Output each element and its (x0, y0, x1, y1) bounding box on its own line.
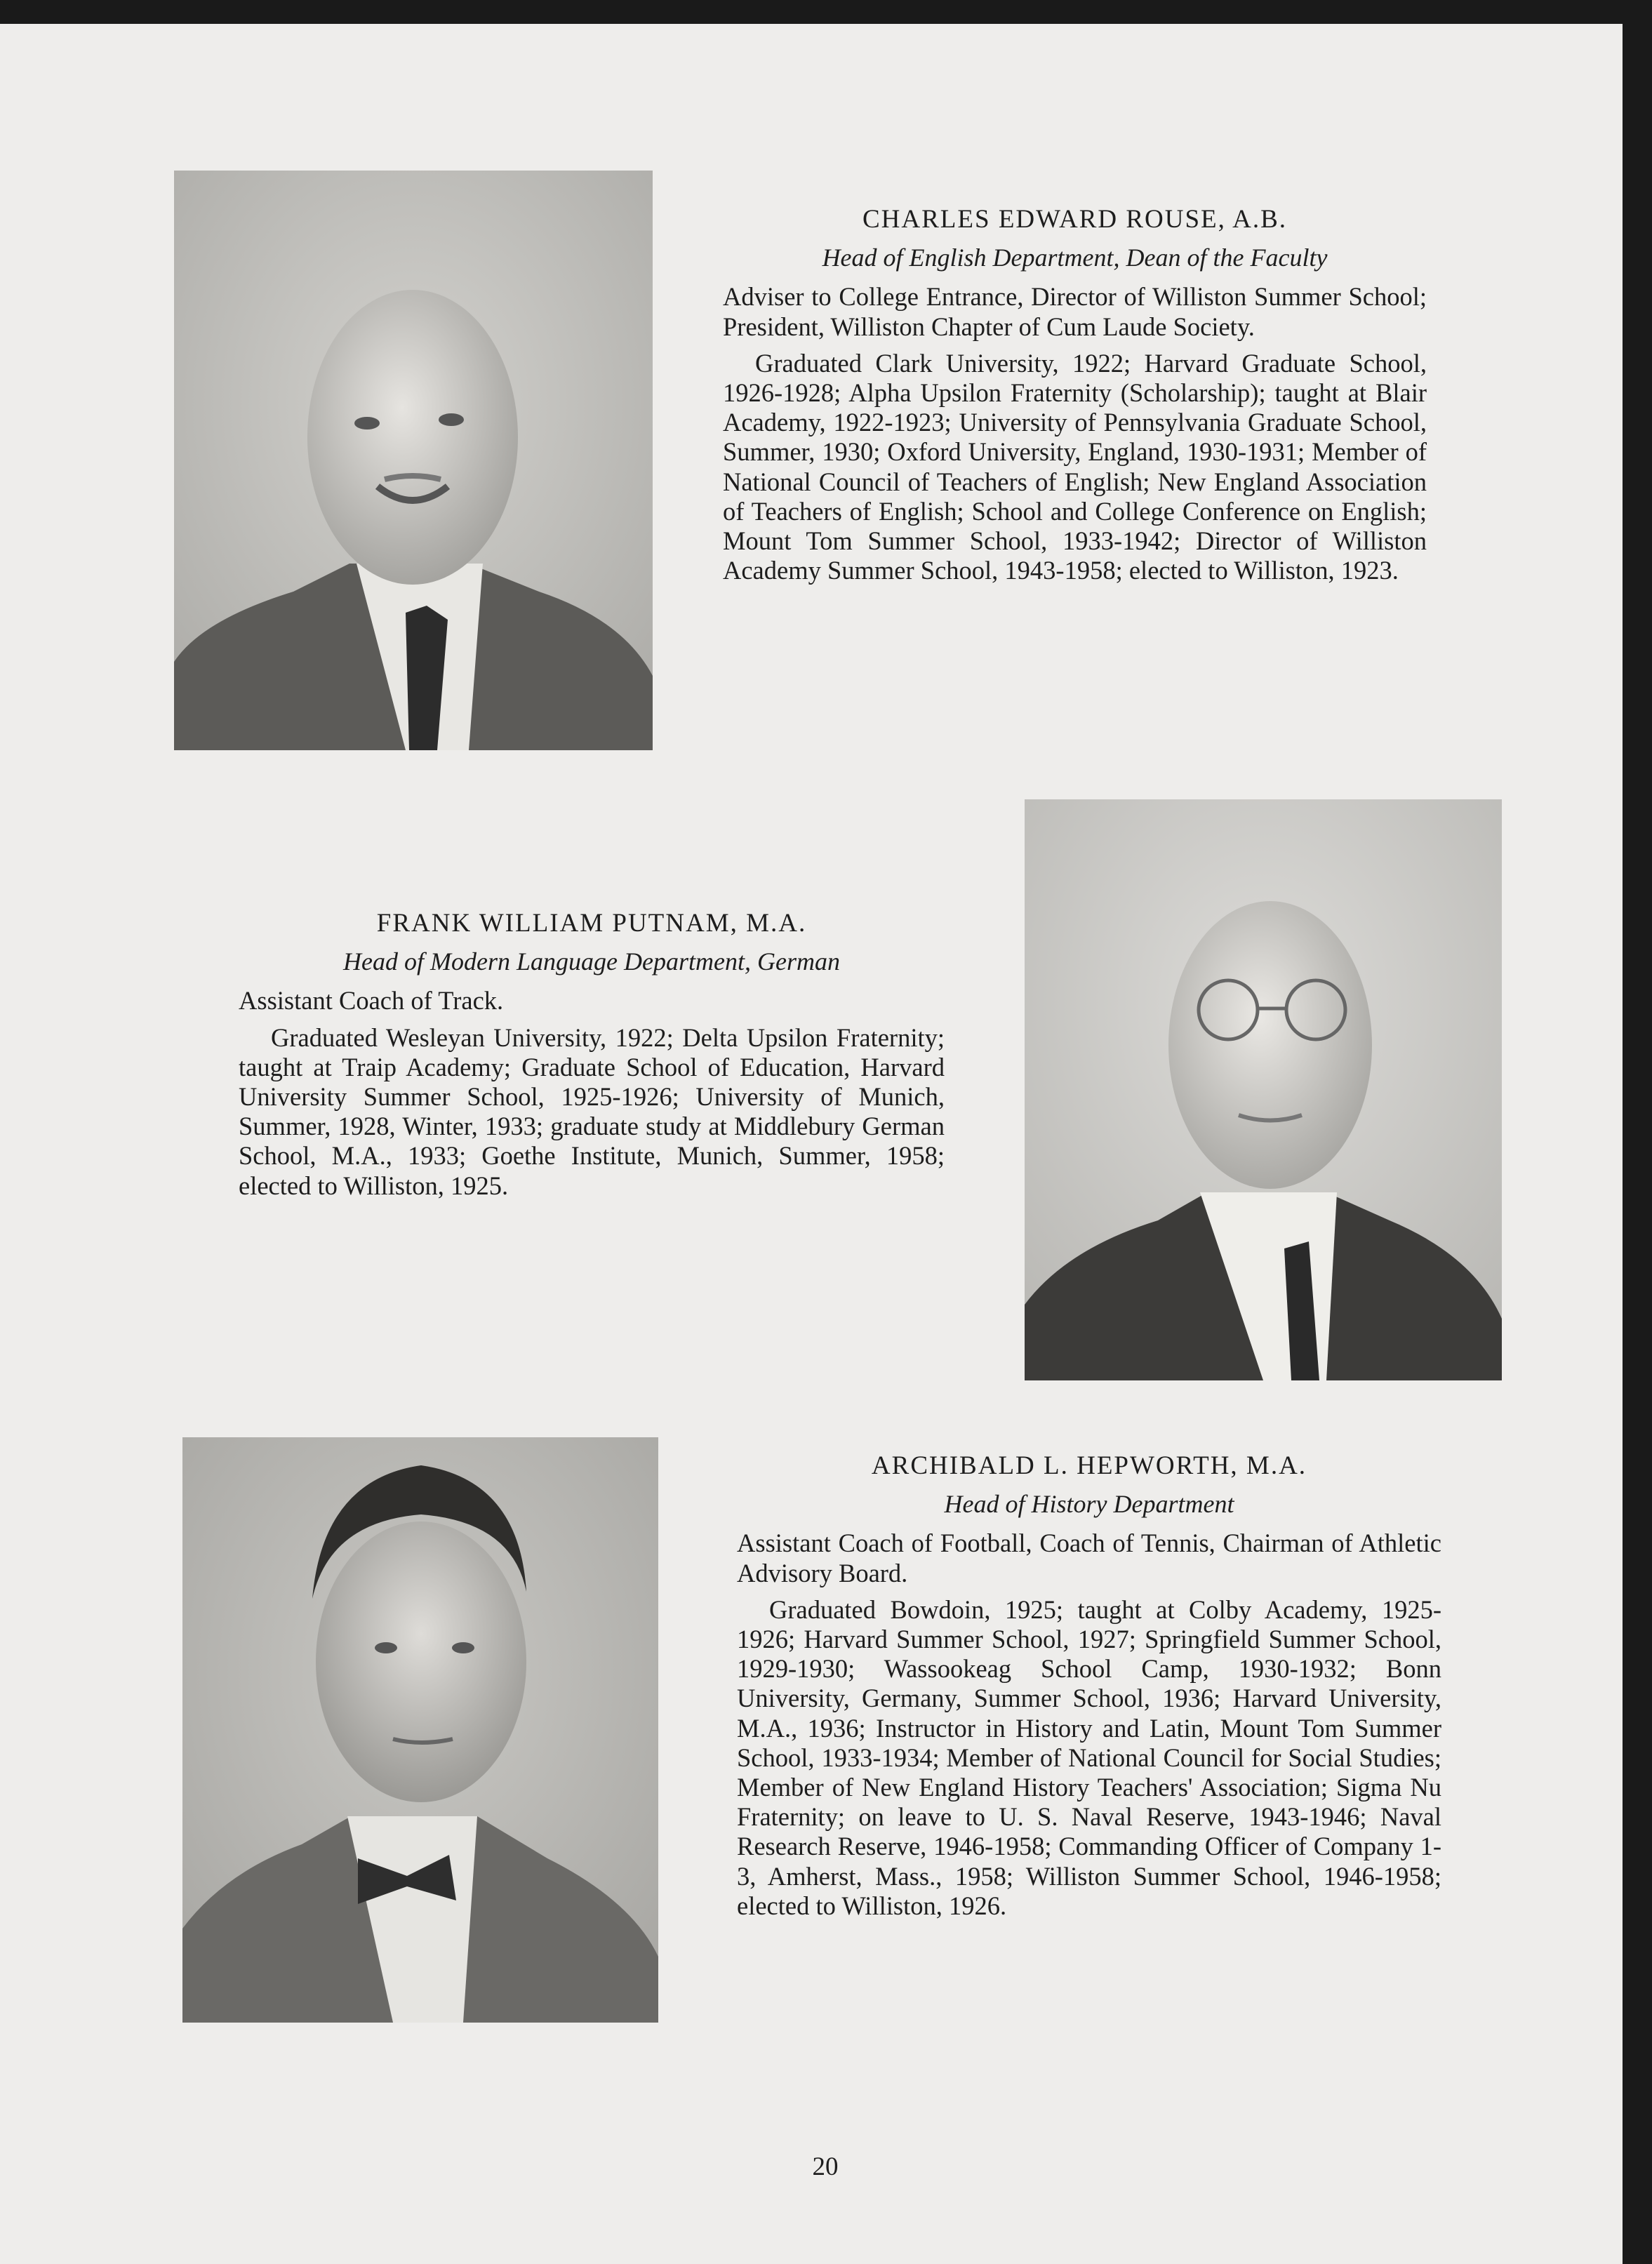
faculty-biography: Graduated Bowdoin, 1925; taught at Colby Academy, 1925-1926; Harvard Summer School, 1927; Springfield Summer School, 1929-1930; Wassookeag School Camp, 1930-1932; Bonn University, Germany, Summer School, 1936; Harvard University, M.A., 1936; Instructor in History and Latin, Mount Tom Summer School, 1933-1934; Member of National Council for Social Studies; Member of New England History Teachers' Association; Sigma Nu Fraternity; on leave to U. S. Naval Reserve, 1943-1946; Naval Research Reserve, 1946-1958; Commanding Officer of Company 1-3, Amherst, Mass., 1958; Williston Summer School, 1946-1958; elected to Williston, 1926. (737, 1594, 1441, 1920)
faculty-title: Head of History Department (944, 1490, 1234, 1519)
faculty-entry-hepworth (737, 1451, 1441, 1921)
faculty-name: FRANK WILLIAM PUTNAM, M.A. (376, 909, 807, 938)
portrait-photo-rouse (174, 171, 653, 750)
portrait-photo-hepworth (182, 1437, 658, 2023)
faculty-biography: Graduated Wesleyan University, 1922; Delta Upsilon Fraternity; taught at Traip Academy; Graduate School of Education, Harvard University Summer School, 1925-1926; University of Munich, Summer, 1928, Winter, 1933; graduate study at Middlebury German School, M.A., 1933; Goethe Institute, Munich, Summer, 1958; elected to Williston, 1925. (239, 1023, 945, 1200)
faculty-name: ARCHIBALD L. HEPWORTH, M.A. (871, 1451, 1307, 1480)
faculty-duties: Adviser to College Entrance, Director of Williston Summer School; President, Williston Chapter of Cum Laude Society. (723, 282, 1427, 341)
faculty-title: Head of English Department, Dean of the Faculty (822, 244, 1328, 272)
page-number: 20 (812, 2152, 839, 2181)
faculty-duties: Assistant Coach of Football, Coach of Tennis, Chairman of Athletic Advisory Board. (737, 1529, 1441, 1587)
faculty-name: CHARLES EDWARD ROUSE, A.B. (862, 205, 1287, 234)
page-edge (1623, 0, 1652, 2264)
faculty-entry-putnam (239, 909, 945, 1201)
faculty-duties: Assistant Coach of Track. (239, 986, 504, 1016)
faculty-title: Head of Modern Language Department, German (343, 947, 840, 976)
portrait-photo-putnam (1025, 799, 1502, 1380)
faculty-biography: Graduated Clark University, 1922; Harvard Graduate School, 1926-1928; Alpha Upsilon Fraternity (Scholarship); taught at Blair Academy, 1922-1923; University of Pennsylvania Graduate School, Summer, 1930; Oxford University, England, 1930-1931; Member of National Council of Teachers of English; New England Association of Teachers of English; School and College Conference on English; Mount Tom Summer School, 1933-1942; Director of Williston Academy Summer School, 1943-1958; elected to Williston, 1923. (723, 348, 1427, 585)
faculty-entry-rouse (723, 205, 1427, 585)
